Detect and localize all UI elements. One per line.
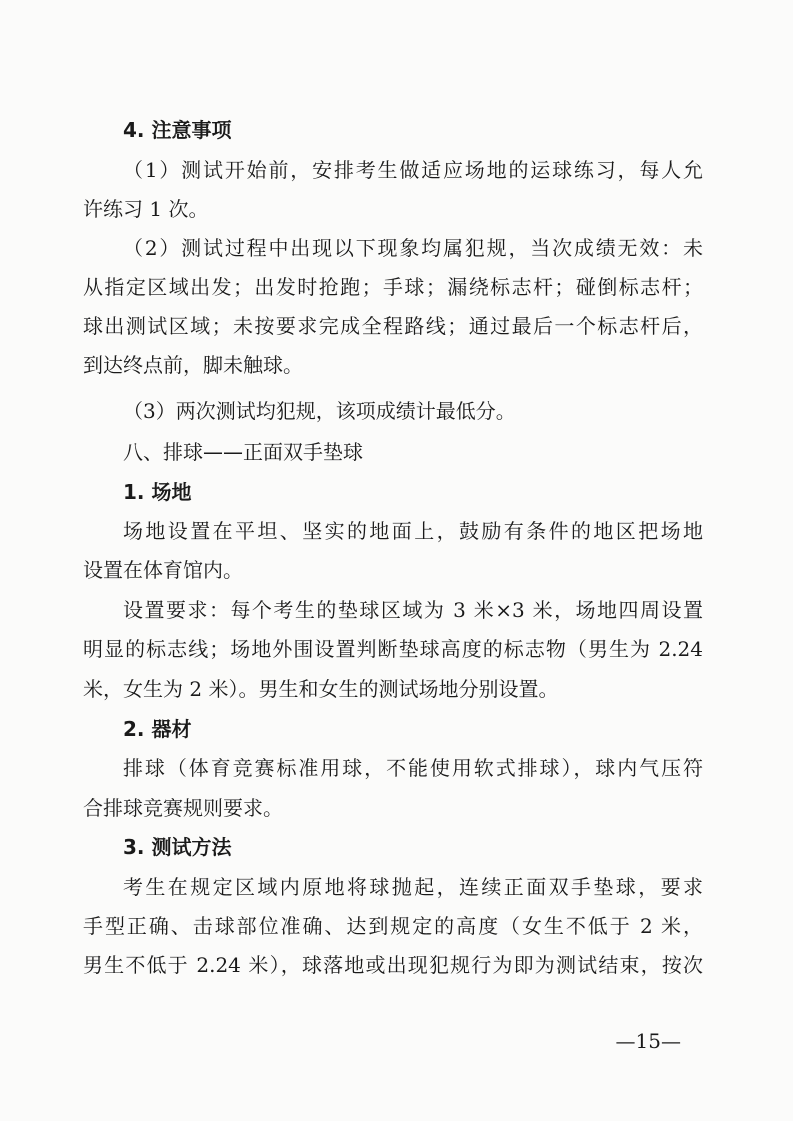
page-number: —15— bbox=[615, 1029, 681, 1053]
paragraph-line: 从指定区域出发；出发时抢跑；手球；漏绕标志杆；碰倒标志杆； bbox=[83, 275, 703, 299]
paragraph-line: 合排球竞赛规则要求。 bbox=[83, 796, 283, 820]
paragraph-line: 许练习 1 次。 bbox=[83, 197, 209, 221]
paragraph-line: （1）测试开始前，安排考生做适应场地的运球练习，每人允 bbox=[123, 158, 703, 182]
paragraph-line: 男生不低于 2.24 米），球落地或出现犯规行为即为测试结束，按次 bbox=[83, 953, 703, 977]
heading-notes: 4. 注意事项 bbox=[123, 118, 232, 142]
heading-equipment: 2. 器材 bbox=[123, 717, 192, 741]
paragraph-line: 手型正确、击球部位准确、达到规定的高度（女生不低于 2 米， bbox=[83, 914, 703, 938]
paragraph-line: 设置要求：每个考生的垫球区域为 3 米×3 米，场地四周设置 bbox=[123, 598, 703, 622]
heading-test-method: 3. 测试方法 bbox=[123, 835, 232, 859]
paragraph-line: （2）测试过程中出现以下现象均属犯规，当次成绩无效：未 bbox=[123, 236, 703, 260]
paragraph-line: 考生在规定区域内原地将球抛起，连续正面双手垫球，要求 bbox=[123, 875, 703, 899]
paragraph-line: 明显的标志线；场地外围设置判断垫球高度的标志物（男生为 2.24 bbox=[83, 637, 703, 661]
paragraph-line: 场地设置在平坦、坚实的地面上，鼓励有条件的地区把场地 bbox=[123, 519, 703, 543]
paragraph-line: （3）两次测试均犯规，该项成绩计最低分。 bbox=[123, 399, 516, 423]
paragraph-line: 到达终点前，脚未触球。 bbox=[83, 353, 303, 377]
paragraph-line: 排球（体育竞赛标准用球，不能使用软式排球），球内气压符 bbox=[123, 756, 703, 780]
section-title: 八、排球——正面双手垫球 bbox=[123, 440, 363, 464]
paragraph-line: 设置在体育馆内。 bbox=[83, 558, 243, 582]
paragraph-line: 米，女生为 2 米）。男生和女生的测试场地分别设置。 bbox=[83, 677, 559, 701]
heading-venue: 1. 场地 bbox=[123, 480, 192, 504]
paragraph-line: 球出测试区域；未按要求完成全程路线；通过最后一个标志杆后， bbox=[83, 314, 703, 338]
